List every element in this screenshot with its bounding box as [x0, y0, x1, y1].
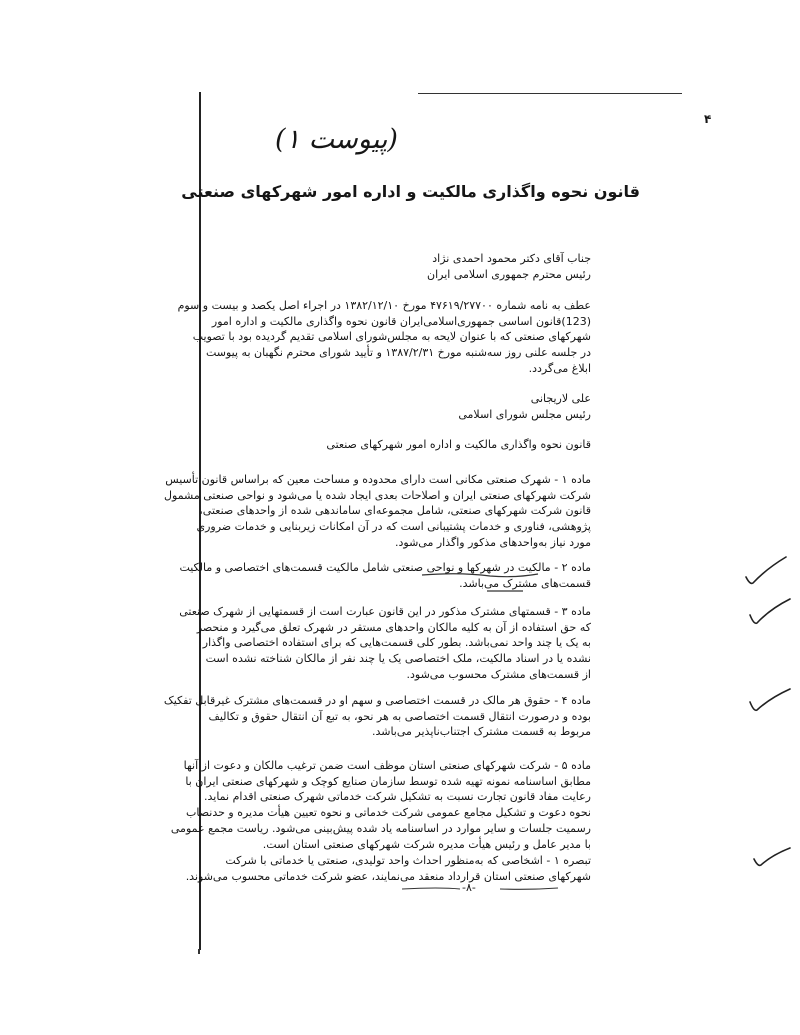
article-line: با مدیر عامل و رئیس هیأت مدیره شرکت شهرکهای صنعتی استان است. [262, 837, 591, 851]
article-line: پژوهشی، فناوری و خدمات پشتیبانی است که در آن امکانات زیربنایی و خدمات ضروری [196, 520, 591, 534]
article-line: به یک یا چند واحد نمی‌باشد. بطور کلی قسمت‌هایی که برای استفاده اختصاصی واگذار [202, 636, 591, 650]
article-line: ماده ۳ - قسمتهای مشترک مذکور در این قانون عبارت است از قسمتهایی از شهرک صنعتی [179, 605, 591, 618]
article-line: رسمیت جلسات و سایر موارد در اساسنامه یاد شده پیش‌بینی می‌شود. ریاست مجمع عمومی [170, 821, 591, 835]
signature-block [458, 391, 591, 422]
intro-line: ابلاغ می‌گردد. [528, 361, 591, 375]
note-line: تبصره ۱ - اشخاصی که به‌منظور احداث واحد تولیدی، صنعتی یا خدماتی با شرکت [225, 854, 591, 867]
article-3 [179, 604, 591, 683]
article-line: ماده ۵ - شرکت شهرکهای صنعتی استان موظف است ضمن ترغیب مالکان و دعوت از آنها [183, 759, 591, 772]
article-line: مطابق اساسنامه نمونه تهیه شده توسط سازمان صنایع کوچک و شهرکهای صنعتی ایران با [185, 774, 591, 788]
check-mark-icon [744, 555, 788, 587]
page-number: ۴ [704, 112, 712, 126]
article-line: ماده ۲ - مالکیت در شهرکها و نواحی صنعتی شامل مالکیت قسمت‌های اختصاصی و مالکیت [179, 561, 591, 574]
intro-line: شهرکهای صنعتی که با عنوان لایحه به مجلس‌شورای اسلامی تقدیم گردیده بود با تصویب [192, 330, 591, 344]
scan-speck [198, 949, 200, 954]
check-mark-icon [748, 597, 792, 627]
article-line: مربوط به قسمت مشترک اجتناب‌ناپذیر می‌باشد. [371, 725, 591, 739]
signer-name: علی لاریجانی [530, 392, 591, 405]
handwritten-underline [420, 570, 540, 580]
article-4 [164, 693, 591, 740]
addressee-name: جناب آقای دکتر محمود احمدی نژاد [432, 252, 591, 265]
footer-page-mark: -۸- [462, 881, 476, 894]
intro-paragraph [178, 298, 591, 377]
article-line: رعایت مفاد قانون تجارت نسبت به تشکیل شرکت خدماتی شهرک صنعتی اقدام نماید. [203, 790, 591, 804]
signer-position: رئیس مجلس شورای اسلامی [458, 407, 591, 421]
check-mark-icon [752, 845, 792, 871]
article-line: ماده ۴ - حقوق هر مالک در قسمت اختصاصی و سهم او در قسمت‌های مشترک غیرقابل تفکیک [163, 694, 591, 707]
article-line: نشده یا در اسناد مالکیت، ملک اختصاصی یک یا چند نفر از مالکان شناخته نشده است [205, 652, 591, 666]
handwritten-attachment-note: (پیوست ۱) [275, 124, 398, 155]
article-5 [171, 758, 591, 852]
addressee-title: رئیس محترم جمهوری اسلامی ایران [427, 267, 591, 281]
intro-line: (123)قانون اساسی جمهوری‌اسلامی‌ایران قانون نحوه واگذاری مالکیت و اداره امور [211, 314, 591, 328]
article-line: قسمت‌های مشترک می‌باشد. [459, 576, 591, 590]
intro-line: عطف به نامه شماره ۴۷۶۱۹/۲۷۷۰۰ مورخ ۱۳۸۲/۱۲/۱۰ در اجراء اصل یکصد و بیست و سوم [177, 299, 591, 312]
article-line: که حق استفاده از آن به کلیه مالکان واحدهای مستقر در شهرک تعلق می‌گیرد و منحصر [196, 620, 591, 634]
article-line: مورد نیاز به‌واحدهای مذکور واگذار می‌شود. [395, 535, 591, 549]
note-1 [186, 853, 591, 884]
article-line: بوده و درصورت انتقال قسمت اختصاصی به هر نحو، به تبع آن انتقال حقوق و تکالیف [208, 709, 591, 723]
check-mark-icon [748, 686, 792, 716]
article-line: نحوه دعوت و تشکیل مجامع عمومی شرکت خدماتی و نحوه تعیین هیأت مدیره و حدنصاب [186, 806, 591, 820]
document-title: قانون نحوه واگذاری مالکیت و اداره امور شهرکهای صنعتی [181, 182, 640, 201]
article-1 [164, 472, 591, 551]
handwritten-underline [485, 588, 525, 594]
law-heading: قانون نحوه واگذاری مالکیت و اداره امور شهرکهای صنعتی [326, 438, 591, 451]
footer-rule [400, 884, 560, 894]
article-line: ماده ۱ - شهرک صنعتی مکانی است دارای محدوده و مساحت معین که براساس قانون تأسیس [165, 473, 591, 486]
top-rule [418, 93, 682, 94]
note-line: شهرکهای صنعتی استان قرارداد منعقد می‌نمایند، عضو شرکت خدماتی محسوب می‌شوند. [185, 869, 591, 883]
addressee-block [427, 251, 591, 282]
intro-line: در جلسه علنی روز سه‌شنبه مورخ ۱۳۸۷/۲/۳۱ و تأیید شورای محترم نگهبان به پیوست [205, 346, 591, 360]
article-line: از قسمت‌های مشترک محسوب می‌شود. [406, 667, 591, 681]
article-line: قانون شرکت شهرکهای صنعتی، شامل مجموعه‌ای ساماندهی شده از واحدهای صنعتی، [199, 504, 591, 518]
article-line: شرکت شهرکهای صنعتی ایران و اصلاحات بعدی ایجاد شده یا می‌شود و نواحی صنعتی مشمول [164, 488, 591, 502]
